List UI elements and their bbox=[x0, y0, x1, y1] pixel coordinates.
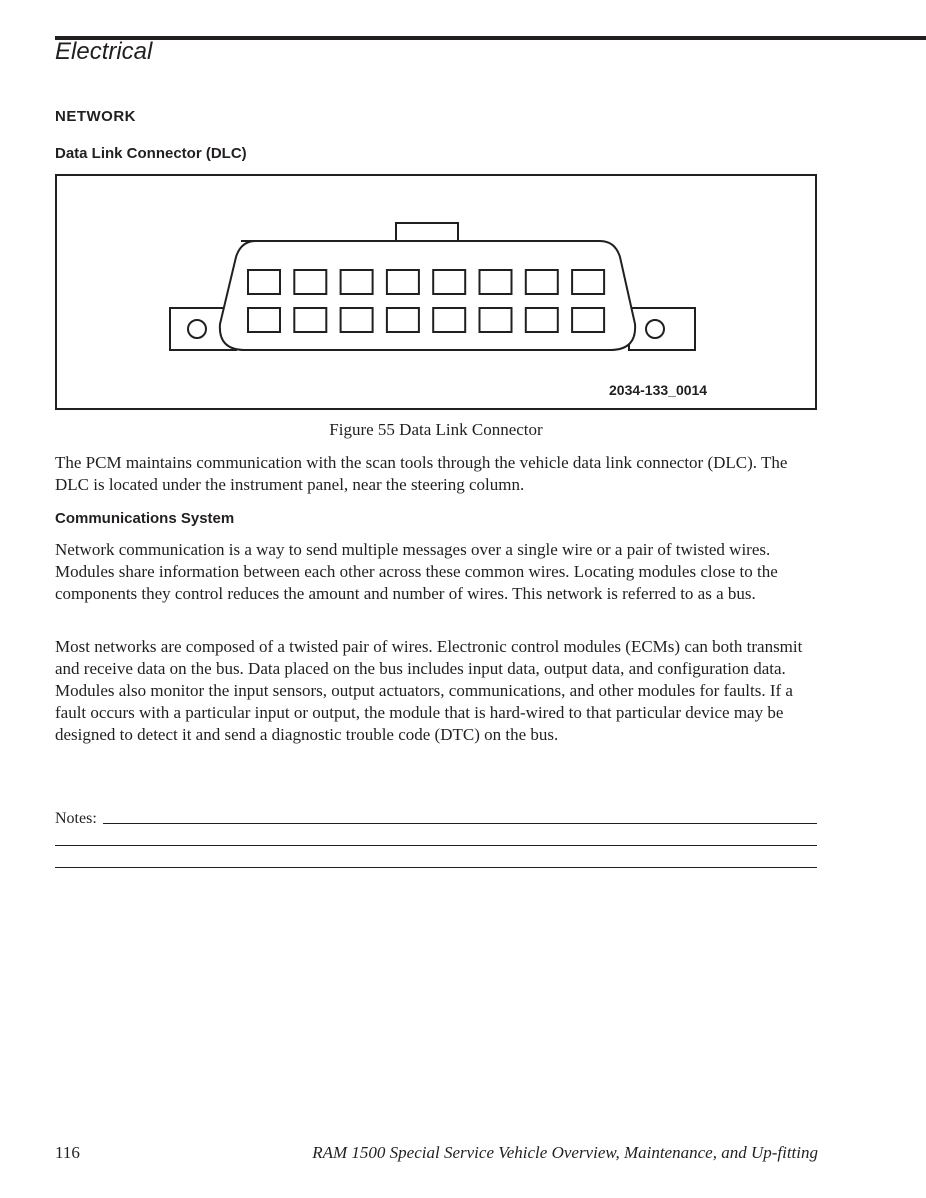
connector-key-tab bbox=[396, 223, 458, 241]
figure-caption: Figure 55 Data Link Connector bbox=[329, 420, 543, 439]
left-mounting-hole bbox=[188, 320, 206, 338]
right-mounting-tab bbox=[629, 308, 695, 350]
chapter-title: Electrical bbox=[55, 38, 153, 65]
comms-paragraph-1: Network communication is a way to send multiple messages over a single wire or a pair of twisted wires. Modules share information between each other across these common wires. Locating modules close to the components they control reduces the amount and number of wires. This network is referred to as a bus. bbox=[55, 540, 778, 603]
running-title: RAM 1500 Special Service Vehicle Overview, Maintenance, and Up-fitting bbox=[312, 1143, 818, 1162]
page-number: 116 bbox=[55, 1143, 80, 1162]
dlc-heading: Data Link Connector (DLC) bbox=[55, 145, 247, 162]
notes-label: Notes: bbox=[55, 810, 97, 827]
dlc-connector-diagram bbox=[55, 174, 817, 410]
notes-section bbox=[55, 806, 817, 872]
notes-line bbox=[55, 845, 817, 846]
connector-body bbox=[220, 241, 635, 350]
figure-id: 2034-133_0014 bbox=[609, 382, 708, 398]
notes-line bbox=[103, 823, 817, 824]
comms-heading: Communications System bbox=[55, 510, 235, 527]
section-title: NETWORK bbox=[55, 108, 136, 125]
header-rule bbox=[55, 36, 926, 40]
dlc-paragraph: The PCM maintains communication with the scan tools through the vehicle data link connector (DLC). The DLC is located under the instrument panel, near the steering column. bbox=[55, 453, 788, 494]
comms-paragraph-2: Most networks are composed of a twisted pair of wires. Electronic control modules (ECMs) can both transmit and receive data on the bus. Data placed on the bus includes input data, output data, and configuration data. Modules also monitor the input sensors, output actuators, communications, and other modules for faults. If a fault occurs with a particular input or output, the module that is hard-wired to that particular device may be designed to detect it and send a diagnostic trouble code (DTC) on the bus. bbox=[55, 637, 803, 744]
notes-line bbox=[55, 867, 817, 868]
right-mounting-hole bbox=[646, 320, 664, 338]
